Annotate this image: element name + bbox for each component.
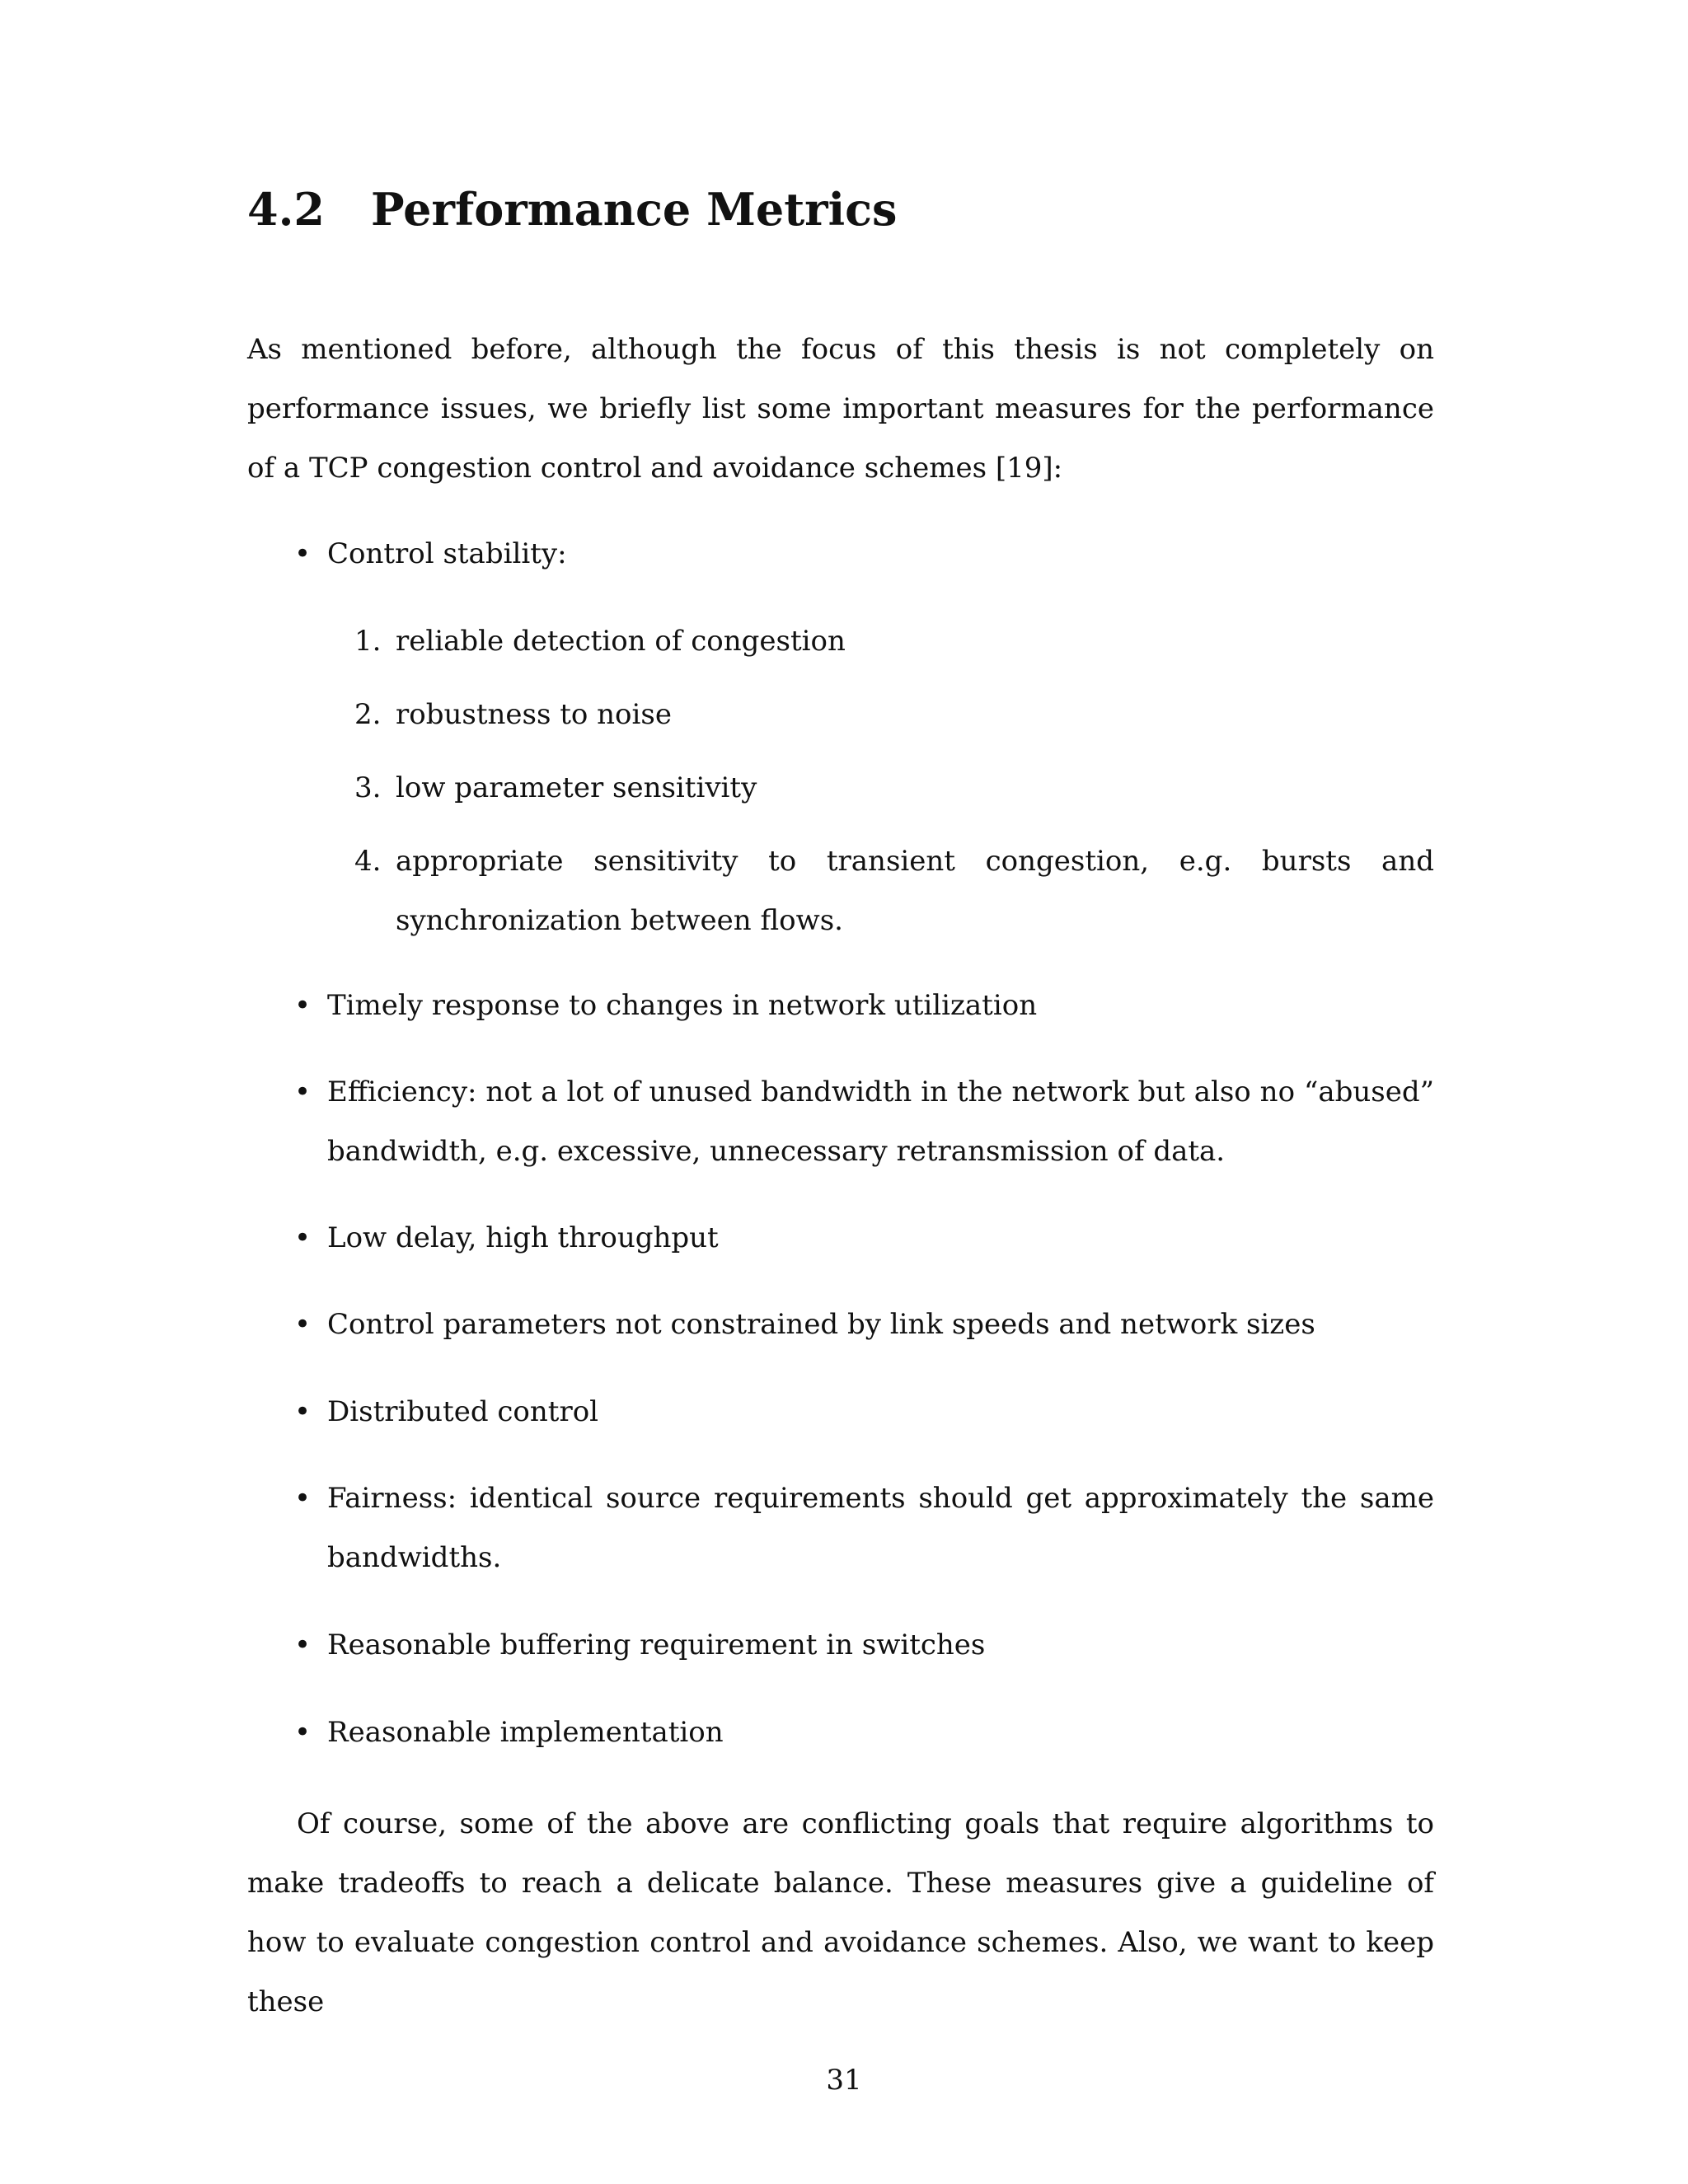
section-heading (247, 183, 897, 237)
bullet-icon: • (294, 1221, 312, 1254)
list-item-text: Fairness: identical source requirements should get approximately the same bandwidths. (327, 1482, 1434, 1574)
bullet-icon: • (294, 537, 312, 570)
sublist-item (354, 832, 1434, 950)
list-item-text: Reasonable buffering requirement in switches (327, 1629, 986, 1661)
list-item (294, 524, 1434, 583)
bullet-icon: • (294, 1308, 312, 1341)
list-item (294, 1062, 1434, 1181)
bullet-icon: • (294, 1076, 312, 1108)
sublist-marker: 3. (354, 771, 382, 804)
list-item (294, 1469, 1434, 1587)
list-item (294, 1615, 1434, 1675)
bullet-icon: • (294, 1629, 312, 1661)
list-item-text: Timely response to changes in network utilization (327, 989, 1038, 1022)
list-item-text: Low delay, high throughput (327, 1221, 719, 1254)
sublist-item-text: robustness to noise (396, 698, 672, 731)
intro-paragraph: As mentioned before, although the focus of this thesis is not completely on performance issues, we briefly list some important measures for the performance of a TCP congestion control and avoidance schemes [19]: (247, 333, 1434, 485)
page-number: 31 (826, 2064, 862, 2097)
sublist-item (354, 758, 1434, 818)
list-item (294, 976, 1434, 1035)
section-number: 4.2 (247, 183, 325, 236)
section-title: Performance Metrics (371, 183, 898, 236)
closing-paragraph: Of course, some of the above are conflicting goals that require algorithms to make tradeoffs to reach a delicate balance. These measures give a guideline of how to evaluate congestion control and avoidance schemes. Also, we want to keep these (247, 1807, 1434, 2018)
list-item (294, 1295, 1434, 1354)
sublist-item-text: appropriate sensitivity to transient congestion, e.g. bursts and synchronization between flows. (396, 845, 1434, 937)
list-item (294, 1703, 1434, 1762)
list-item (294, 1208, 1434, 1268)
bullet-icon: • (294, 989, 312, 1022)
list-item-text: Distributed control (327, 1395, 599, 1428)
bullet-icon: • (294, 1716, 312, 1749)
list-item (294, 1382, 1434, 1441)
list-item-text: Control parameters not constrained by link speeds and network sizes (327, 1308, 1315, 1341)
list-item-text: Control stability: (327, 537, 567, 570)
sublist-marker: 1. (354, 625, 382, 658)
sublist-item (354, 612, 1434, 671)
sublist-item-text: reliable detection of congestion (396, 625, 846, 658)
list-item-text: Reasonable implementation (327, 1716, 724, 1749)
bullet-icon: • (294, 1482, 312, 1515)
sublist-marker: 2. (354, 698, 382, 731)
sublist-item (354, 685, 1434, 744)
list-item-text: Efficiency: not a lot of unused bandwidth in the network but also no “abused” bandwidth, e.g. excessive, unnecessary retransmission of data. (327, 1076, 1434, 1168)
bullet-icon: • (294, 1395, 312, 1428)
sublist-item-text: low parameter sensitivity (396, 771, 757, 804)
sublist-marker: 4. (354, 845, 382, 878)
